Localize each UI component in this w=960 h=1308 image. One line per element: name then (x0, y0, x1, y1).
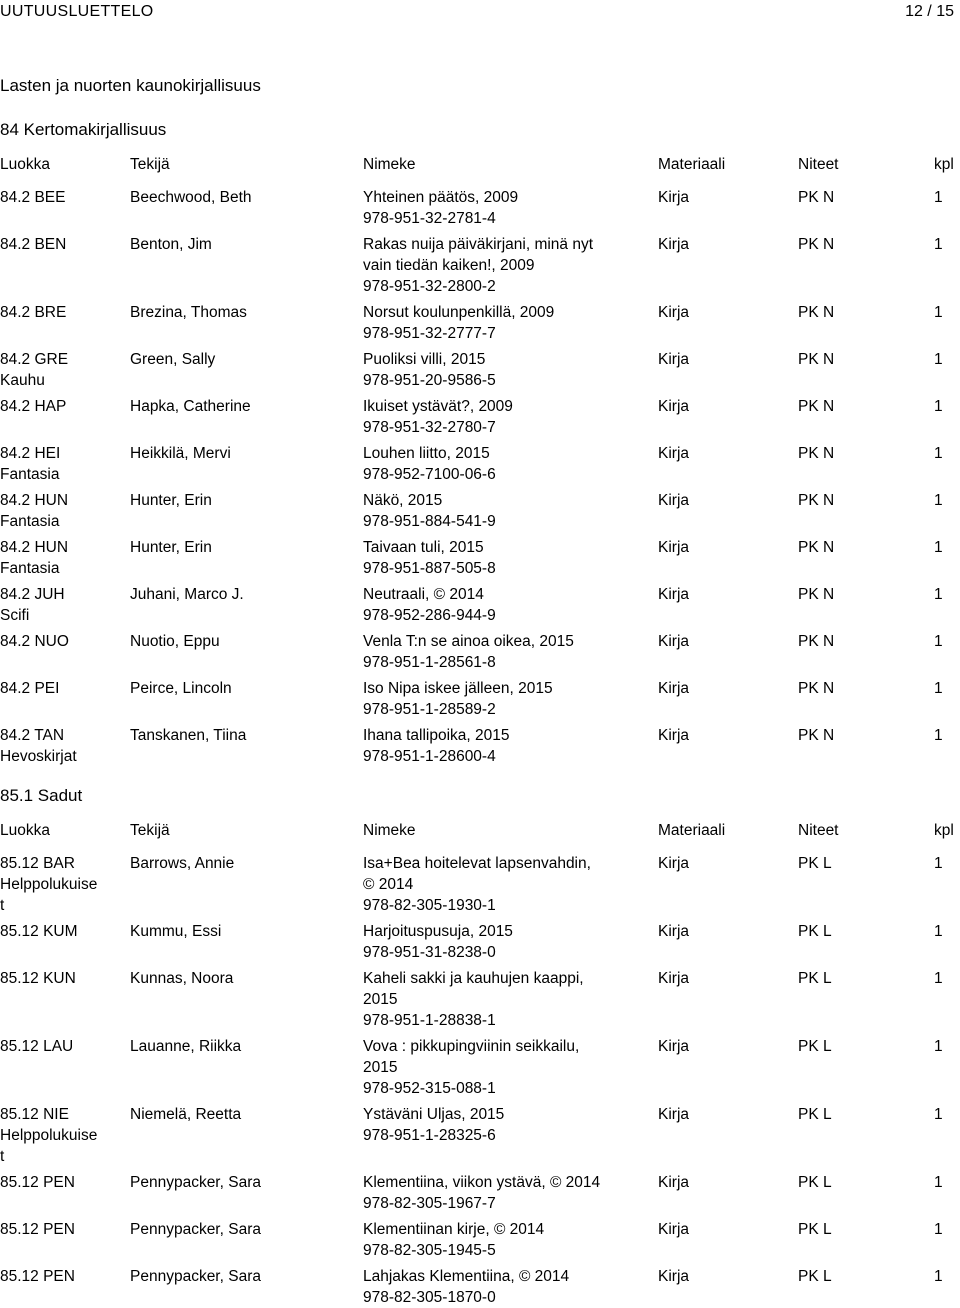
column-materiaali: Materiaali (658, 822, 726, 839)
cell-tekija-line: Heikkilä, Mervi (130, 445, 231, 462)
cell-tekija (130, 443, 355, 464)
cell-nimeke-line: 978-951-32-2780-7 (363, 419, 496, 436)
cell-kpl-line: 1 (934, 680, 943, 697)
column-luokka: Luokka (0, 822, 50, 839)
cell-niteet (798, 631, 888, 652)
document-title: UUTUUSLUETTELO (0, 3, 154, 20)
cell-niteet (798, 187, 888, 208)
cell-luokka-line: 84.2 HUN (0, 539, 69, 556)
cell-niteet (798, 537, 888, 558)
cell-tekija (130, 968, 355, 989)
cell-kpl-line: 1 (934, 304, 943, 321)
cell-materiaali-line: Kirja (658, 727, 690, 744)
cell-tekija-line: Kunnas, Noora (130, 970, 234, 987)
cell-kpl (934, 1172, 960, 1193)
cell-niteet (798, 234, 888, 255)
cell-niteet-line: PK L (798, 1038, 832, 1055)
cell-tekija (130, 584, 355, 605)
column-nimeke: Nimeke (363, 156, 416, 173)
cell-luokka (0, 187, 120, 208)
cell-nimeke-line: Louhen liitto, 2015 (363, 445, 490, 462)
cell-materiaali-line: Kirja (658, 970, 690, 987)
cell-nimeke-line: Taivaan tuli, 2015 (363, 539, 484, 556)
column-nimeke: Nimeke (363, 822, 416, 839)
cell-tekija (130, 1172, 355, 1193)
cell-nimeke-line: Neutraali, © 2014 (363, 586, 484, 603)
cell-tekija (130, 725, 355, 746)
cell-tekija (130, 678, 355, 699)
cell-tekija-line: Pennypacker, Sara (130, 1221, 261, 1238)
cell-kpl (934, 234, 960, 255)
cell-tekija-line: Juhani, Marco J. (130, 586, 244, 603)
cell-kpl-line: 1 (934, 1038, 943, 1055)
cell-materiaali (658, 584, 748, 605)
cell-nimeke (363, 1219, 648, 1261)
cell-kpl (934, 490, 960, 511)
cell-niteet (798, 584, 888, 605)
cell-tekija-line: Peirce, Lincoln (130, 680, 232, 697)
cell-materiaali-line: Kirja (658, 923, 690, 940)
cell-niteet-line: PK N (798, 539, 835, 556)
cell-materiaali (658, 968, 748, 989)
cell-niteet (798, 1219, 888, 1240)
cell-kpl-line: 1 (934, 727, 943, 744)
cell-tekija-line: Beechwood, Beth (130, 189, 252, 206)
cell-luokka-line: Fantasia (0, 513, 60, 530)
group-title: 84 Kertomakirjallisuus (0, 120, 167, 139)
cell-luokka-line: 85.12 KUM (0, 923, 78, 940)
cell-kpl (934, 584, 960, 605)
cell-materiaali (658, 678, 748, 699)
cell-luokka-line: 84.2 HAP (0, 398, 67, 415)
cell-materiaali (658, 1266, 748, 1287)
column-materiaali: Materiaali (658, 156, 726, 173)
cell-nimeke-line: 978-952-286-944-9 (363, 607, 496, 624)
cell-niteet (798, 443, 888, 464)
cell-tekija-line: Lauanne, Riikka (130, 1038, 242, 1055)
cell-kpl (934, 1104, 960, 1125)
section-title: Lasten ja nuorten kaunokirjallisuus (0, 76, 261, 95)
cell-nimeke-line: 978-951-32-2800-2 (363, 278, 496, 295)
cell-nimeke-line: Ihana tallipoika, 2015 (363, 727, 510, 744)
cell-niteet-line: PK N (798, 351, 835, 368)
cell-nimeke (363, 631, 648, 673)
cell-kpl-line: 1 (934, 445, 943, 462)
cell-nimeke-line: 978-952-315-088-1 (363, 1080, 496, 1097)
cell-nimeke-line: Venla T:n se ainoa oikea, 2015 (363, 633, 574, 650)
cell-niteet (798, 396, 888, 417)
cell-materiaali-line: Kirja (658, 189, 690, 206)
cell-luokka (0, 968, 120, 989)
cell-kpl-line: 1 (934, 351, 943, 368)
cell-materiaali-line: Kirja (658, 1221, 690, 1238)
cell-materiaali-line: Kirja (658, 398, 690, 415)
cell-nimeke-line: 978-82-305-1930-1 (363, 897, 496, 914)
cell-tekija (130, 234, 355, 255)
cell-tekija (130, 187, 355, 208)
cell-niteet-line: PK L (798, 1221, 832, 1238)
cell-luokka (0, 234, 120, 255)
cell-nimeke-line: Ystäväni Uljas, 2015 (363, 1106, 505, 1123)
cell-materiaali-line: Kirja (658, 492, 690, 509)
cell-kpl-line: 1 (934, 1268, 943, 1285)
cell-luokka-line: Scifi (0, 607, 30, 624)
cell-nimeke-line: Vova : pikkupingviinin seikkailu, (363, 1038, 580, 1055)
cell-luokka (0, 1036, 120, 1057)
cell-nimeke-line: 978-951-1-28589-2 (363, 701, 496, 718)
cell-nimeke-line: Yhteinen päätös, 2009 (363, 189, 519, 206)
cell-luokka-line: 85.12 PEN (0, 1268, 75, 1285)
cell-luokka-line: Helppolukuise (0, 1127, 98, 1144)
cell-materiaali (658, 1172, 748, 1193)
cell-niteet (798, 725, 888, 746)
cell-kpl-line: 1 (934, 586, 943, 603)
cell-luokka-line: Helppolukuise (0, 876, 98, 893)
cell-tekija-line: Nuotio, Eppu (130, 633, 220, 650)
column-header (0, 820, 960, 841)
cell-luokka-line: 85.12 NIE (0, 1106, 69, 1123)
cell-nimeke (363, 187, 648, 229)
cell-kpl (934, 537, 960, 558)
cell-kpl (934, 1219, 960, 1240)
cell-nimeke-line: 2015 (363, 1059, 398, 1076)
cell-niteet-line: PK N (798, 445, 835, 462)
cell-niteet (798, 678, 888, 699)
cell-tekija (130, 490, 355, 511)
cell-materiaali-line: Kirja (658, 1174, 690, 1191)
cell-niteet (798, 1172, 888, 1193)
cell-nimeke-line: 978-951-31-8238-0 (363, 944, 496, 961)
cell-kpl-line: 1 (934, 189, 943, 206)
cell-tekija-line: Pennypacker, Sara (130, 1174, 261, 1191)
cell-tekija (130, 349, 355, 370)
cell-luokka (0, 1104, 120, 1167)
cell-nimeke (363, 302, 648, 344)
cell-luokka (0, 396, 120, 417)
cell-kpl (934, 968, 960, 989)
cell-luokka (0, 1219, 120, 1240)
cell-luokka (0, 921, 120, 942)
column-header (0, 154, 960, 175)
cell-nimeke-line: Puoliksi villi, 2015 (363, 351, 486, 368)
cell-nimeke-line: 978-951-1-28561-8 (363, 654, 496, 671)
cell-nimeke (363, 1036, 648, 1099)
cell-nimeke-line: Klementiinan kirje, © 2014 (363, 1221, 545, 1238)
cell-tekija-line: Tanskanen, Tiina (130, 727, 247, 744)
cell-nimeke-line: 978-951-1-28325-6 (363, 1127, 496, 1144)
cell-luokka-line: 84.2 GRE (0, 351, 69, 368)
cell-tekija-line: Hapka, Catherine (130, 398, 251, 415)
column-tekija: Tekijä (130, 156, 170, 173)
cell-nimeke (363, 537, 648, 579)
page-number: 12 / 15 (905, 3, 954, 20)
cell-kpl (934, 349, 960, 370)
cell-nimeke-line: 978-82-305-1967-7 (363, 1195, 496, 1212)
group-title: 85.1 Sadut (0, 786, 83, 805)
cell-tekija (130, 853, 355, 874)
cell-nimeke-line: 978-951-884-541-9 (363, 513, 496, 530)
cell-nimeke-line: 978-82-305-1870-0 (363, 1289, 496, 1306)
cell-materiaali-line: Kirja (658, 855, 690, 872)
cell-nimeke (363, 234, 648, 297)
cell-kpl (934, 443, 960, 464)
cell-materiaali-line: Kirja (658, 1106, 690, 1123)
cell-nimeke-line: vain tiedän kaiken!, 2009 (363, 257, 535, 274)
cell-materiaali (658, 1104, 748, 1125)
cell-nimeke (363, 678, 648, 720)
cell-kpl (934, 678, 960, 699)
cell-niteet-line: PK N (798, 398, 835, 415)
cell-materiaali (658, 1036, 748, 1057)
cell-niteet-line: PK N (798, 189, 835, 206)
cell-niteet-line: PK L (798, 923, 832, 940)
cell-niteet-line: PK L (798, 1106, 832, 1123)
cell-luokka-line: 84.2 HEI (0, 445, 61, 462)
cell-kpl (934, 921, 960, 942)
column-kpl: kpl (934, 156, 954, 173)
cell-niteet-line: PK L (798, 970, 832, 987)
cell-tekija (130, 631, 355, 652)
cell-niteet-line: PK L (798, 1174, 832, 1191)
cell-tekija-line: Hunter, Erin (130, 492, 212, 509)
cell-nimeke (363, 443, 648, 485)
cell-nimeke-line: Rakas nuija päiväkirjani, minä nyt (363, 236, 594, 253)
cell-tekija-line: Benton, Jim (130, 236, 212, 253)
cell-materiaali-line: Kirja (658, 304, 690, 321)
cell-nimeke-line: Lahjakas Klementiina, © 2014 (363, 1268, 570, 1285)
cell-materiaali-line: Kirja (658, 351, 690, 368)
cell-nimeke-line: Ikuiset ystävät?, 2009 (363, 398, 513, 415)
cell-niteet (798, 1036, 888, 1057)
cell-materiaali (658, 490, 748, 511)
cell-materiaali-line: Kirja (658, 1038, 690, 1055)
cell-luokka-line: Fantasia (0, 466, 60, 483)
cell-materiaali-line: Kirja (658, 445, 690, 462)
cell-luokka (0, 1172, 120, 1193)
cell-luokka-line: 84.2 BRE (0, 304, 67, 321)
cell-luokka (0, 349, 120, 391)
cell-tekija (130, 1036, 355, 1057)
cell-kpl (934, 187, 960, 208)
cell-tekija (130, 1104, 355, 1125)
cell-luokka (0, 584, 120, 626)
cell-nimeke-line: Isa+Bea hoitelevat lapsenvahdin, (363, 855, 591, 872)
cell-niteet-line: PK N (798, 304, 835, 321)
cell-luokka (0, 853, 120, 916)
cell-luokka (0, 490, 120, 532)
cell-kpl (934, 1036, 960, 1057)
cell-kpl (934, 1266, 960, 1287)
cell-luokka-line: 85.12 PEN (0, 1221, 75, 1238)
cell-luokka-line: 84.2 PEI (0, 680, 60, 697)
cell-niteet-line: PK N (798, 236, 835, 253)
cell-tekija (130, 396, 355, 417)
cell-kpl-line: 1 (934, 855, 943, 872)
cell-materiaali (658, 921, 748, 942)
page-header (0, 0, 960, 22)
cell-niteet (798, 490, 888, 511)
cell-materiaali (658, 725, 748, 746)
cell-kpl-line: 1 (934, 1221, 943, 1238)
cell-luokka-line: 85.12 LAU (0, 1038, 74, 1055)
cell-tekija-line: Pennypacker, Sara (130, 1268, 261, 1285)
cell-luokka (0, 302, 120, 323)
cell-luokka-line: 84.2 HUN (0, 492, 69, 509)
cell-materiaali (658, 302, 748, 323)
cell-nimeke (363, 968, 648, 1031)
cell-kpl-line: 1 (934, 398, 943, 415)
cell-materiaali-line: Kirja (658, 586, 690, 603)
cell-niteet-line: PK N (798, 492, 835, 509)
cell-luokka (0, 678, 120, 699)
cell-nimeke (363, 1172, 648, 1214)
column-luokka: Luokka (0, 156, 50, 173)
cell-nimeke-line: Harjoituspusuja, 2015 (363, 923, 513, 940)
cell-luokka (0, 443, 120, 485)
column-niteet: Niteet (798, 156, 839, 173)
cell-luokka-line: 85.12 KUN (0, 970, 76, 987)
cell-nimeke-line: 978-951-32-2777-7 (363, 325, 496, 342)
cell-nimeke (363, 853, 648, 916)
cell-nimeke (363, 396, 648, 438)
cell-kpl-line: 1 (934, 1174, 943, 1191)
cell-nimeke-line: Klementiina, viikon ystävä, © 2014 (363, 1174, 601, 1191)
cell-nimeke-line: 978-952-7100-06-6 (363, 466, 496, 483)
cell-tekija-line: Green, Sally (130, 351, 216, 368)
cell-luokka (0, 631, 120, 652)
column-tekija: Tekijä (130, 822, 170, 839)
column-kpl: kpl (934, 822, 954, 839)
cell-kpl-line: 1 (934, 1106, 943, 1123)
cell-tekija-line: Barrows, Annie (130, 855, 235, 872)
cell-kpl-line: 1 (934, 923, 943, 940)
cell-luokka (0, 725, 120, 767)
cell-tekija (130, 921, 355, 942)
cell-tekija-line: Niemelä, Reetta (130, 1106, 242, 1123)
cell-luokka-line: Hevoskirjat (0, 748, 77, 765)
cell-luokka-line: t (0, 1148, 5, 1165)
cell-materiaali (658, 537, 748, 558)
cell-kpl (934, 725, 960, 746)
cell-materiaali (658, 853, 748, 874)
cell-niteet (798, 968, 888, 989)
cell-materiaali (658, 1219, 748, 1240)
cell-nimeke-line: 978-82-305-1945-5 (363, 1242, 496, 1259)
cell-niteet-line: PK N (798, 633, 835, 650)
cell-nimeke-line: 978-951-20-9586-5 (363, 372, 496, 389)
cell-kpl-line: 1 (934, 970, 943, 987)
cell-niteet-line: PK L (798, 855, 832, 872)
cell-niteet-line: PK N (798, 680, 835, 697)
cell-nimeke (363, 349, 648, 391)
cell-nimeke-line: 978-951-887-505-8 (363, 560, 496, 577)
cell-materiaali-line: Kirja (658, 539, 690, 556)
cell-niteet-line: PK N (798, 586, 835, 603)
cell-nimeke-line: Iso Nipa iskee jälleen, 2015 (363, 680, 553, 697)
cell-luokka-line: 85.12 PEN (0, 1174, 75, 1191)
cell-nimeke-line: 978-951-32-2781-4 (363, 210, 496, 227)
cell-niteet-line: PK N (798, 727, 835, 744)
cell-niteet (798, 349, 888, 370)
cell-niteet (798, 921, 888, 942)
cell-niteet (798, 302, 888, 323)
cell-luokka-line: 85.12 BAR (0, 855, 75, 872)
cell-nimeke (363, 1104, 648, 1146)
cell-kpl-line: 1 (934, 492, 943, 509)
cell-nimeke (363, 490, 648, 532)
cell-materiaali-line: Kirja (658, 1268, 690, 1285)
cell-tekija-line: Hunter, Erin (130, 539, 212, 556)
cell-nimeke (363, 1266, 648, 1308)
cell-kpl (934, 302, 960, 323)
cell-kpl-line: 1 (934, 539, 943, 556)
cell-tekija (130, 302, 355, 323)
cell-luokka-line: Fantasia (0, 560, 60, 577)
cell-materiaali (658, 187, 748, 208)
cell-kpl-line: 1 (934, 633, 943, 650)
cell-tekija (130, 1266, 355, 1287)
cell-kpl (934, 396, 960, 417)
cell-materiaali (658, 349, 748, 370)
cell-niteet (798, 853, 888, 874)
cell-nimeke (363, 725, 648, 767)
cell-luokka-line: 84.2 JUH (0, 586, 65, 603)
cell-luokka-line: 84.2 NUO (0, 633, 69, 650)
cell-nimeke-line: Näkö, 2015 (363, 492, 443, 509)
cell-nimeke-line: 978-951-1-28838-1 (363, 1012, 496, 1029)
cell-nimeke-line: 978-951-1-28600-4 (363, 748, 496, 765)
cell-niteet (798, 1266, 888, 1287)
cell-nimeke-line: Norsut koulunpenkillä, 2009 (363, 304, 555, 321)
cell-materiaali (658, 234, 748, 255)
cell-luokka (0, 537, 120, 579)
cell-tekija-line: Brezina, Thomas (130, 304, 247, 321)
cell-luokka-line: 84.2 BEE (0, 189, 66, 206)
cell-nimeke-line: 2015 (363, 991, 398, 1008)
cell-materiaali (658, 631, 748, 652)
cell-materiaali (658, 443, 748, 464)
cell-materiaali-line: Kirja (658, 680, 690, 697)
cell-luokka-line: Kauhu (0, 372, 45, 389)
cell-niteet (798, 1104, 888, 1125)
cell-tekija (130, 537, 355, 558)
cell-niteet-line: PK L (798, 1268, 832, 1285)
cell-luokka-line: 84.2 BEN (0, 236, 67, 253)
cell-kpl (934, 631, 960, 652)
cell-luokka (0, 1266, 120, 1287)
cell-nimeke-line: © 2014 (363, 876, 414, 893)
cell-kpl (934, 853, 960, 874)
cell-materiaali-line: Kirja (658, 236, 690, 253)
cell-kpl-line: 1 (934, 236, 943, 253)
cell-luokka-line: 84.2 TAN (0, 727, 65, 744)
cell-tekija-line: Kummu, Essi (130, 923, 222, 940)
cell-nimeke (363, 921, 648, 963)
cell-materiaali-line: Kirja (658, 633, 690, 650)
column-niteet: Niteet (798, 822, 839, 839)
cell-tekija (130, 1219, 355, 1240)
cell-materiaali (658, 396, 748, 417)
cell-nimeke-line: Kaheli sakki ja kauhujen kaappi, (363, 970, 584, 987)
cell-nimeke (363, 584, 648, 626)
cell-luokka-line: t (0, 897, 5, 914)
